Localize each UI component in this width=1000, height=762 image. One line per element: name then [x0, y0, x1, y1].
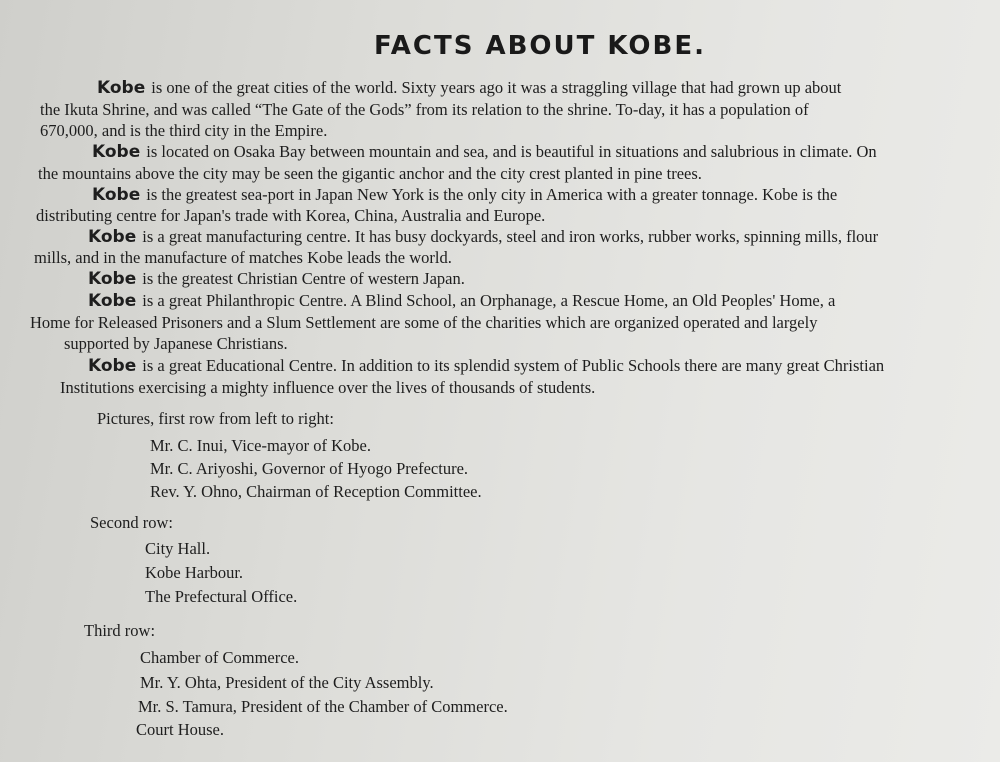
caption-heading: Second row:	[90, 513, 173, 532]
paragraph-line: the mountains above the city may be seen the gigantic anchor and the city crest planted in pine trees.	[38, 164, 702, 183]
paragraph-line: 670,000, and is the third city in the Empire.	[40, 121, 328, 140]
paragraph-lead: Kobe	[92, 185, 141, 205]
paragraph-line: Kobe is the greatest sea-port in Japan New York is the only city in America with a greater tonnage. Kobe is the	[92, 185, 838, 205]
caption-item: Kobe Harbour.	[145, 563, 244, 582]
paragraph-line: the Ikuta Shrine, and was called “The Gate of the Gods” from its relation to the shrine. To-day, it has a population of	[40, 100, 809, 119]
caption-heading: Pictures, first row from left to right:	[97, 409, 334, 428]
page-title: FACTS ABOUT KOBE.	[374, 31, 706, 61]
paragraph-line: mills, and in the manufacture of matches Kobe leads the world.	[34, 248, 452, 267]
caption-item: Court House.	[136, 720, 224, 739]
caption-item: Mr. C. Inui, Vice-mayor of Kobe.	[150, 436, 371, 455]
caption-item: The Prefectural Office.	[145, 587, 298, 606]
paragraph-lead: Kobe	[92, 142, 141, 162]
paragraph-line: Kobe is located on Osaka Bay between mountain and sea, and is beautiful in situations and salubrious in climate. On	[92, 142, 877, 162]
paragraph-lead: Kobe	[97, 78, 146, 98]
paragraph-line: Home for Released Prisoners and a Slum Settlement are some of the charities which are organized operated and largely	[30, 313, 818, 332]
caption-item: Mr. C. Ariyoshi, Governor of Hyogo Prefecture.	[150, 459, 469, 478]
paragraph-lead: Kobe	[88, 269, 137, 289]
paragraph-line: supported by Japanese Christians.	[64, 334, 288, 353]
paragraph-lead: Kobe	[88, 227, 137, 247]
caption-heading: Third row:	[84, 621, 156, 640]
caption-item: Chamber of Commerce.	[140, 648, 299, 667]
paragraph-lead: Kobe	[88, 291, 137, 311]
paragraph-lead: Kobe	[88, 356, 137, 376]
caption-item: Rev. Y. Ohno, Chairman of Reception Committee.	[150, 482, 482, 501]
caption-item: City Hall.	[145, 539, 211, 558]
paragraph-line: Kobe is a great manufacturing centre. It has busy dockyards, steel and iron works, rubber works, spinning mills, flour	[88, 227, 879, 247]
paragraph-line: Institutions exercising a mighty influence over the lives of thousands of students.	[60, 378, 596, 397]
paragraph-line: Kobe is the greatest Christian Centre of western Japan.	[88, 269, 465, 289]
paragraph-line: Kobe is one of the great cities of the world. Sixty years ago it was a straggling village that had grown up about	[97, 78, 842, 98]
caption-item: Mr. Y. Ohta, President of the City Assembly.	[140, 673, 434, 692]
paragraph-line: Kobe is a great Philanthropic Centre. A Blind School, an Orphanage, a Rescue Home, an Old Peoples' Home, a	[88, 291, 836, 311]
paragraph-line: Kobe is a great Educational Centre. In addition to its splendid system of Public Schools there are many great Christian	[88, 356, 885, 376]
paragraph-line: distributing centre for Japan's trade with Korea, China, Australia and Europe.	[36, 206, 546, 225]
caption-item: Mr. S. Tamura, President of the Chamber of Commerce.	[138, 697, 508, 716]
